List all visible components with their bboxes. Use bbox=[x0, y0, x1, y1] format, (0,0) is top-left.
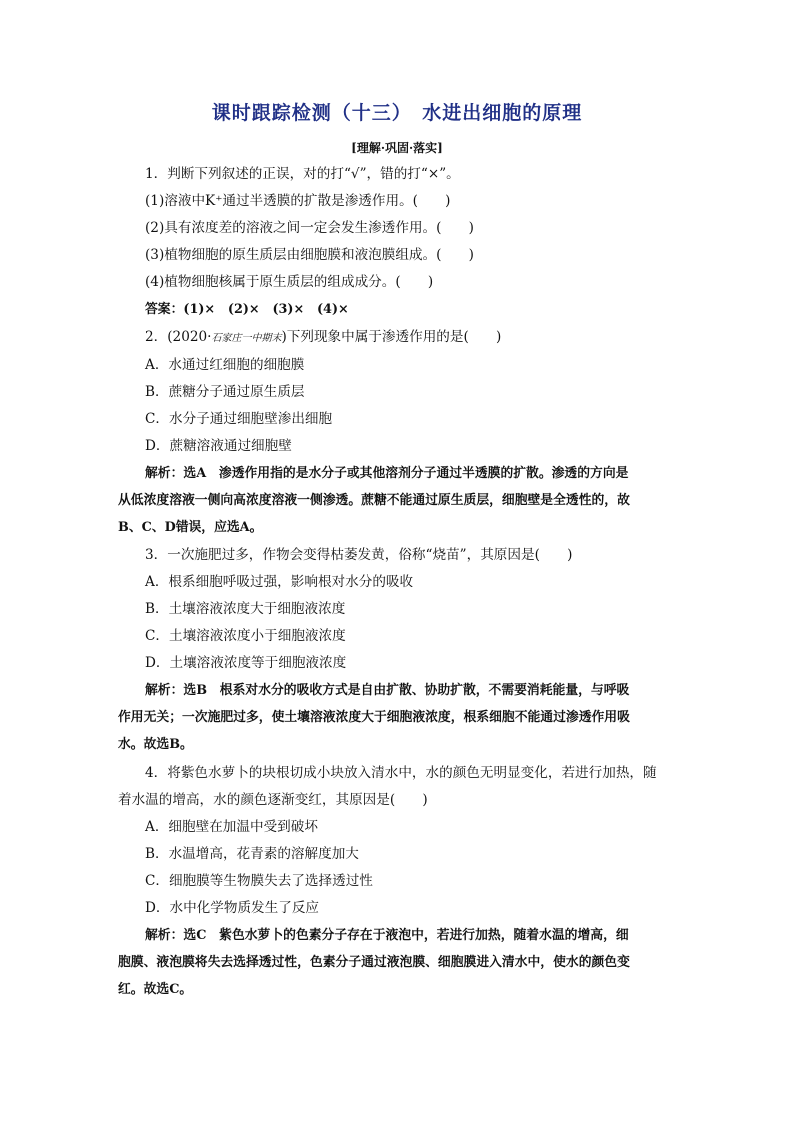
question-4-option: C．细胞膜等生物膜失去了选择透过性 bbox=[145, 873, 373, 889]
question-3-option: A．根系细胞呼吸过强，影响根对水分的吸收 bbox=[145, 574, 414, 590]
question-1-stem: 1．判断下列叙述的正误，对的打“√”，错的打“×”。 bbox=[145, 166, 460, 182]
question-2-analysis-line: 从低浓度溶液一侧向高浓度溶液一侧渗透。蔗糖不能通过原生质层，细胞壁是全透性的，故 bbox=[118, 493, 630, 508]
question-4-stem: 着水温的增高，水的颜色逐渐变红，其原因是( ) bbox=[118, 792, 428, 808]
question-4-option: A．细胞壁在加温中受到破坏 bbox=[145, 819, 318, 835]
question-4-analysis-line: 红。故选C。 bbox=[118, 982, 193, 997]
question-2-analysis-line: B、C、D错误，应选A。 bbox=[118, 520, 263, 535]
question-2-option: A．水通过红细胞的细胞膜 bbox=[145, 357, 305, 373]
question-2-analysis-line: 解析：选A 渗透作用指的是水分子或其他溶剂分子通过半透膜的扩散。渗透的方向是 bbox=[145, 466, 629, 481]
question-3-analysis-line: 水。故选B。 bbox=[118, 737, 193, 752]
question-4-stem: 4．将紫色水萝卜的块根切成小块放入清水中，水的颜色无明显变化，若进行加热，随 bbox=[145, 765, 657, 781]
question-2-option: D．蔗糖溶液通过细胞壁 bbox=[145, 438, 292, 454]
page-title: 课时跟踪检测（十三） 水进出细胞的原理 bbox=[211, 102, 583, 124]
question-4-option: B．水温增高，花青素的溶解度加大 bbox=[145, 846, 359, 862]
question-4-option: D．水中化学物质发生了反应 bbox=[145, 900, 320, 916]
question-2-stem bbox=[145, 328, 501, 348]
question-1-item: (1)溶液中K⁺通过半透膜的扩散是渗透作用。( ) bbox=[145, 193, 451, 209]
question-3-analysis-line: 解析：选B 根系对水分的吸收方式是自由扩散、协助扩散，不需要消耗能量，与呼吸 bbox=[145, 683, 630, 698]
question-3-option: D．土壤溶液浓度等于细胞液浓度 bbox=[145, 655, 347, 671]
question-2-source: 石家庄一中期末 bbox=[211, 333, 282, 344]
section-label: [理解·巩固·落实] bbox=[351, 141, 443, 155]
question-4-analysis-line: 胞膜、液泡膜将失去选择透过性，色素分子通过液泡膜、细胞膜进入清水中，使水的颜色变 bbox=[118, 955, 630, 970]
question-1-item: (2)具有浓度差的溶液之间一定会发生渗透作用。( ) bbox=[145, 220, 474, 236]
question-2-option: B．蔗糖分子通过原生质层 bbox=[145, 384, 305, 400]
question-3-option: B．土壤溶液浓度大于细胞液浓度 bbox=[145, 601, 346, 617]
question-3-option: C．土壤溶液浓度小于细胞液浓度 bbox=[145, 628, 346, 644]
question-1-answer: 答案：(1)× (2)× (3)× (4)× bbox=[145, 302, 349, 317]
question-1-item: (3)植物细胞的原生质层由细胞膜和液泡膜组成。( ) bbox=[145, 247, 474, 263]
question-3-stem: 3．一次施肥过多，作物会变得枯萎发黄，俗称“烧苗”，其原因是( ) bbox=[145, 547, 573, 563]
question-2-stem-pre: 2．(2020· bbox=[145, 329, 212, 345]
question-2-option: C．水分子通过细胞壁渗出细胞 bbox=[145, 411, 333, 427]
question-2-stem-post: )下列现象中属于渗透作用的是( ) bbox=[281, 329, 502, 345]
question-1-item: (4)植物细胞核属于原生质层的组成成分。( ) bbox=[145, 274, 434, 290]
question-4-analysis-line: 解析：选C 紫色水萝卜的色素分子存在于液泡中，若进行加热，随着水温的增高，细 bbox=[145, 928, 629, 943]
question-3-analysis-line: 作用无关；一次施肥过多，使土壤溶液浓度大于细胞液浓度，根系细胞不能通过渗透作用吸 bbox=[118, 710, 630, 725]
